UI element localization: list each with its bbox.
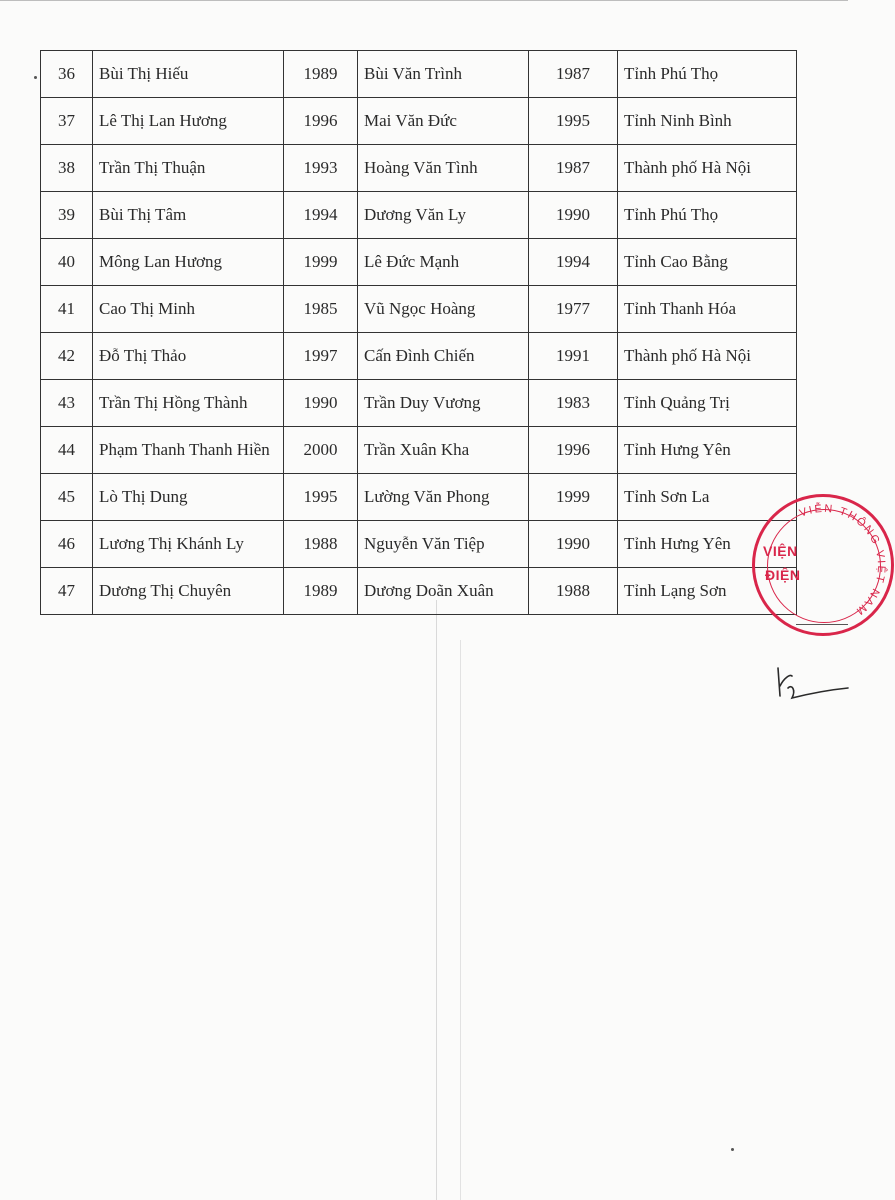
husband-name-cell: Dương Văn Ly <box>358 192 529 239</box>
wife-birth-year-cell: 1988 <box>284 521 358 568</box>
wife-birth-year-cell: 2000 <box>284 427 358 474</box>
wife-name-cell: Bùi Thị Hiếu <box>93 51 284 98</box>
scan-top-edge <box>0 0 848 1</box>
wife-name-cell: Cao Thị Minh <box>93 286 284 333</box>
address-cell: Tỉnh Quảng Trị <box>618 380 797 427</box>
table-row <box>41 145 797 192</box>
address-cell: Tỉnh Hưng Yên <box>618 427 797 474</box>
wife-name-cell: Lê Thị Lan Hương <box>93 98 284 145</box>
table-row <box>41 474 797 521</box>
address-cell: Tỉnh Hưng Yên <box>618 521 797 568</box>
table-row <box>41 380 797 427</box>
wife-birth-year-cell: 1995 <box>284 474 358 521</box>
husband-birth-year-cell: 1990 <box>529 192 618 239</box>
wife-birth-year-cell: 1994 <box>284 192 358 239</box>
husband-birth-year-cell: 1996 <box>529 427 618 474</box>
row-number-cell: 40 <box>41 239 93 286</box>
husband-name-cell: Hoàng Văn Tình <box>358 145 529 192</box>
wife-birth-year-cell: 1996 <box>284 98 358 145</box>
wife-name-cell: Lò Thị Dung <box>93 474 284 521</box>
husband-birth-year-cell: 1990 <box>529 521 618 568</box>
table-row <box>41 521 797 568</box>
table-row <box>41 192 797 239</box>
row-number-cell: 37 <box>41 98 93 145</box>
husband-birth-year-cell: 1977 <box>529 286 618 333</box>
scan-dot <box>731 1148 734 1151</box>
table-row <box>41 568 797 615</box>
wife-birth-year-cell: 1985 <box>284 286 358 333</box>
husband-birth-year-cell: 1995 <box>529 98 618 145</box>
wife-name-cell: Dương Thị Chuyên <box>93 568 284 615</box>
address-cell: Tỉnh Phú Thọ <box>618 192 797 239</box>
table-row <box>41 239 797 286</box>
husband-name-cell: Trần Xuân Kha <box>358 427 529 474</box>
table-row <box>41 98 797 145</box>
wife-birth-year-cell: 1989 <box>284 51 358 98</box>
row-number-cell: 44 <box>41 427 93 474</box>
husband-name-cell: Trần Duy Vương <box>358 380 529 427</box>
row-number-cell: 46 <box>41 521 93 568</box>
husband-birth-year-cell: 1999 <box>529 474 618 521</box>
wife-birth-year-cell: 1999 <box>284 239 358 286</box>
row-number-cell: 43 <box>41 380 93 427</box>
wife-birth-year-cell: 1989 <box>284 568 358 615</box>
table-row <box>41 333 797 380</box>
husband-birth-year-cell: 1987 <box>529 51 618 98</box>
husband-name-cell: Dương Doãn Xuân <box>358 568 529 615</box>
address-cell: Thành phố Hà Nội <box>618 145 797 192</box>
husband-name-cell: Vũ Ngọc Hoàng <box>358 286 529 333</box>
husband-birth-year-cell: 1988 <box>529 568 618 615</box>
svg-text:VIỄN THÔNG VIỆT NAM: VIỄN THÔNG VIỆT NAM <box>797 502 888 618</box>
address-cell: Tỉnh Lạng Sơn <box>618 568 797 615</box>
husband-name-cell: Bùi Văn Trình <box>358 51 529 98</box>
wife-name-cell: Trần Thị Thuận <box>93 145 284 192</box>
stamp-underline <box>796 624 848 625</box>
official-stamp <box>752 494 894 636</box>
participant-table <box>40 50 797 615</box>
wife-birth-year-cell: 1993 <box>284 145 358 192</box>
wife-name-cell: Phạm Thanh Thanh Hiền <box>93 427 284 474</box>
husband-name-cell: Nguyễn Văn Tiệp <box>358 521 529 568</box>
husband-birth-year-cell: 1987 <box>529 145 618 192</box>
wife-name-cell: Lương Thị Khánh Ly <box>93 521 284 568</box>
husband-name-cell: Cấn Đình Chiến <box>358 333 529 380</box>
scan-dot <box>34 76 37 79</box>
address-cell: Tỉnh Thanh Hóa <box>618 286 797 333</box>
address-cell: Tỉnh Sơn La <box>618 474 797 521</box>
husband-name-cell: Lê Đức Mạnh <box>358 239 529 286</box>
row-number-cell: 38 <box>41 145 93 192</box>
address-cell: Tỉnh Phú Thọ <box>618 51 797 98</box>
row-number-cell: 42 <box>41 333 93 380</box>
wife-birth-year-cell: 1997 <box>284 333 358 380</box>
row-number-cell: 45 <box>41 474 93 521</box>
wife-birth-year-cell: 1990 <box>284 380 358 427</box>
husband-birth-year-cell: 1983 <box>529 380 618 427</box>
address-cell: Thành phố Hà Nội <box>618 333 797 380</box>
table-row <box>41 427 797 474</box>
wife-name-cell: Mông Lan Hương <box>93 239 284 286</box>
husband-birth-year-cell: 1994 <box>529 239 618 286</box>
table-row <box>41 286 797 333</box>
stamp-line2: ĐIỆN <box>765 567 801 583</box>
husband-name-cell: Lường Văn Phong <box>358 474 529 521</box>
row-number-cell: 36 <box>41 51 93 98</box>
table-row <box>41 51 797 98</box>
scan-fold-line-2 <box>460 640 461 1200</box>
scan-fold-line <box>436 600 437 1200</box>
husband-birth-year-cell: 1991 <box>529 333 618 380</box>
wife-name-cell: Trần Thị Hồng Thành <box>93 380 284 427</box>
address-cell: Tỉnh Ninh Bình <box>618 98 797 145</box>
wife-name-cell: Đỗ Thị Thảo <box>93 333 284 380</box>
participant-table-body <box>41 51 797 615</box>
wife-name-cell: Bùi Thị Tâm <box>93 192 284 239</box>
signature <box>768 660 848 710</box>
row-number-cell: 39 <box>41 192 93 239</box>
husband-name-cell: Mai Văn Đức <box>358 98 529 145</box>
stamp-inner-ring <box>767 509 881 623</box>
address-cell: Tỉnh Cao Bằng <box>618 239 797 286</box>
row-number-cell: 47 <box>41 568 93 615</box>
row-number-cell: 41 <box>41 286 93 333</box>
stamp-line1: VIỆN <box>763 543 798 559</box>
